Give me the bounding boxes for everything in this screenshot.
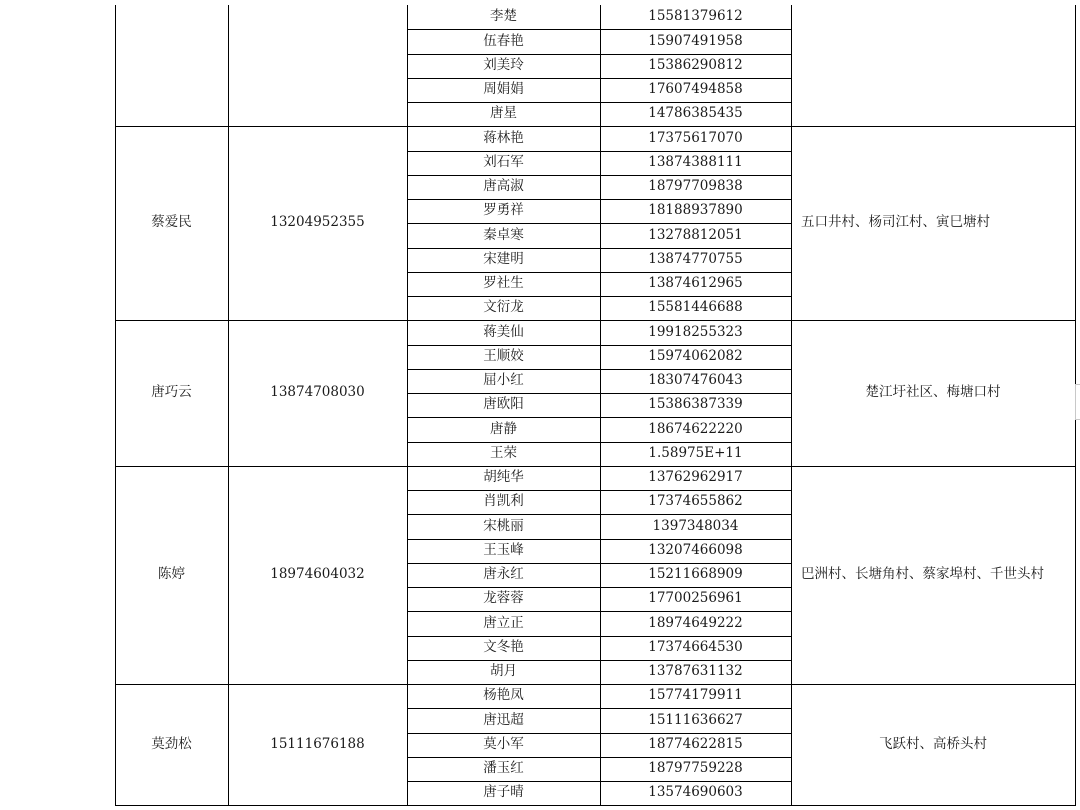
villages-cell bbox=[791, 5, 1075, 126]
member-phone-cell: 17607494858 bbox=[648, 81, 743, 98]
member-phone-cell: 19918255323 bbox=[648, 323, 743, 340]
member-name-cell: 王玉峰 bbox=[483, 542, 524, 559]
villages-cell: 楚江圩社区、梅塘口村 bbox=[865, 384, 1001, 401]
member-name-cell: 文衍龙 bbox=[483, 299, 524, 316]
member-name-cell: 周娟娟 bbox=[483, 81, 524, 98]
villages-cell: 飞跃村、高桥头村 bbox=[879, 735, 987, 752]
member-phone-cell: 17375617070 bbox=[648, 129, 743, 146]
member-name-cell: 唐静 bbox=[490, 420, 517, 437]
member-phone-cell: 13874612965 bbox=[648, 275, 743, 292]
member-phone-cell: 14786385435 bbox=[648, 105, 743, 122]
member-name-cell: 杨艳凤 bbox=[483, 687, 524, 704]
member-phone-cell: 17374655862 bbox=[648, 493, 743, 510]
leader-phone-cell: 15111676188 bbox=[270, 735, 365, 752]
leader-name-cell: 唐巧云 bbox=[151, 384, 192, 401]
member-phone-cell: 13787631132 bbox=[648, 663, 743, 680]
leader-phone-cell: 13874708030 bbox=[270, 384, 365, 401]
member-name-cell: 肖凯利 bbox=[483, 493, 524, 510]
member-name-cell: 王顺姣 bbox=[483, 348, 524, 365]
member-phone-cell: 18774622815 bbox=[648, 736, 743, 753]
member-phone-cell: 17374664530 bbox=[648, 639, 743, 656]
member-phone-cell: 18797709838 bbox=[648, 178, 743, 195]
member-name-cell: 罗社生 bbox=[483, 275, 524, 292]
member-name-cell: 文冬艳 bbox=[483, 639, 524, 656]
member-name-cell: 胡纯华 bbox=[483, 469, 524, 486]
member-phone-cell: 15581379612 bbox=[648, 8, 743, 25]
member-name-cell: 李楚 bbox=[490, 8, 517, 25]
member-phone-cell: 13278812051 bbox=[648, 226, 743, 243]
member-name-cell: 伍春艳 bbox=[483, 32, 524, 49]
member-name-cell: 龙蓉蓉 bbox=[483, 590, 524, 607]
member-phone-cell: 15386290812 bbox=[648, 57, 743, 74]
member-phone-cell: 13207466098 bbox=[648, 542, 743, 559]
member-phone-cell: 15774179911 bbox=[648, 687, 743, 704]
member-name-cell: 唐立正 bbox=[483, 614, 524, 631]
leader-phone-cell: 13204952355 bbox=[270, 214, 365, 231]
table-bottom-border bbox=[115, 805, 1076, 806]
leader-name-cell: 莫劲松 bbox=[151, 735, 192, 752]
member-name-cell: 蒋林艳 bbox=[483, 129, 524, 146]
member-name-cell: 胡月 bbox=[490, 663, 517, 680]
member-name-cell: 唐子晴 bbox=[483, 784, 524, 801]
member-name-cell: 唐星 bbox=[490, 105, 517, 122]
member-phone-cell: 15581446688 bbox=[648, 299, 743, 316]
member-phone-cell: 13574690603 bbox=[648, 784, 743, 801]
member-phone-cell: 1397348034 bbox=[652, 517, 739, 534]
member-phone-cell: 17700256961 bbox=[648, 590, 743, 607]
member-phone-cell: 15974062082 bbox=[648, 348, 743, 365]
leader-phone-cell bbox=[228, 5, 407, 126]
member-phone-cell: 18307476043 bbox=[648, 372, 743, 389]
member-phone-cell: 15907491958 bbox=[648, 32, 743, 49]
member-name-cell: 王荣 bbox=[490, 445, 517, 462]
member-phone-cell: 13874388111 bbox=[648, 154, 743, 171]
member-name-cell: 罗勇祥 bbox=[483, 202, 524, 219]
member-name-cell: 唐迅超 bbox=[483, 711, 524, 728]
member-phone-cell: 18188937890 bbox=[648, 202, 743, 219]
member-name-cell: 刘石军 bbox=[483, 154, 524, 171]
leader-name-cell bbox=[115, 5, 228, 126]
member-phone-cell: 13874770755 bbox=[648, 251, 743, 268]
member-name-cell: 唐欧阳 bbox=[483, 396, 524, 413]
member-phone-cell: 15111636627 bbox=[648, 711, 743, 728]
leader-name-cell: 陈婷 bbox=[158, 566, 185, 583]
member-phone-cell: 18974649222 bbox=[648, 614, 743, 631]
leader-name-cell: 蔡爱民 bbox=[151, 214, 192, 231]
member-phone-cell: 1.58975E+11 bbox=[648, 445, 743, 462]
member-name-cell: 宋桃丽 bbox=[483, 517, 524, 534]
villages-cell: 五口井村、杨司江村、寅巳塘村 bbox=[801, 214, 990, 231]
member-name-cell: 秦卓寒 bbox=[483, 226, 524, 243]
member-name-cell: 屈小红 bbox=[483, 372, 524, 389]
member-name-cell: 唐永红 bbox=[483, 566, 524, 583]
member-phone-cell: 13762962917 bbox=[648, 469, 743, 486]
leader-phone-cell: 18974604032 bbox=[270, 566, 365, 583]
member-phone-cell: 15386387339 bbox=[648, 396, 743, 413]
member-name-cell: 蒋美仙 bbox=[483, 323, 524, 340]
member-name-cell: 莫小军 bbox=[483, 736, 524, 753]
member-phone-cell: 15211668909 bbox=[648, 566, 743, 583]
member-name-cell: 宋建明 bbox=[483, 251, 524, 268]
edge-scroll-marker bbox=[1075, 384, 1080, 420]
member-phone-cell: 18797759228 bbox=[648, 760, 743, 777]
member-name-cell: 刘美玲 bbox=[483, 57, 524, 74]
member-name-cell: 唐高淑 bbox=[483, 178, 524, 195]
villages-cell: 巴洲村、长塘角村、蔡家埠村、千世头村 bbox=[801, 566, 1044, 583]
member-phone-cell: 18674622220 bbox=[648, 420, 743, 437]
member-name-cell: 潘玉红 bbox=[483, 760, 524, 777]
